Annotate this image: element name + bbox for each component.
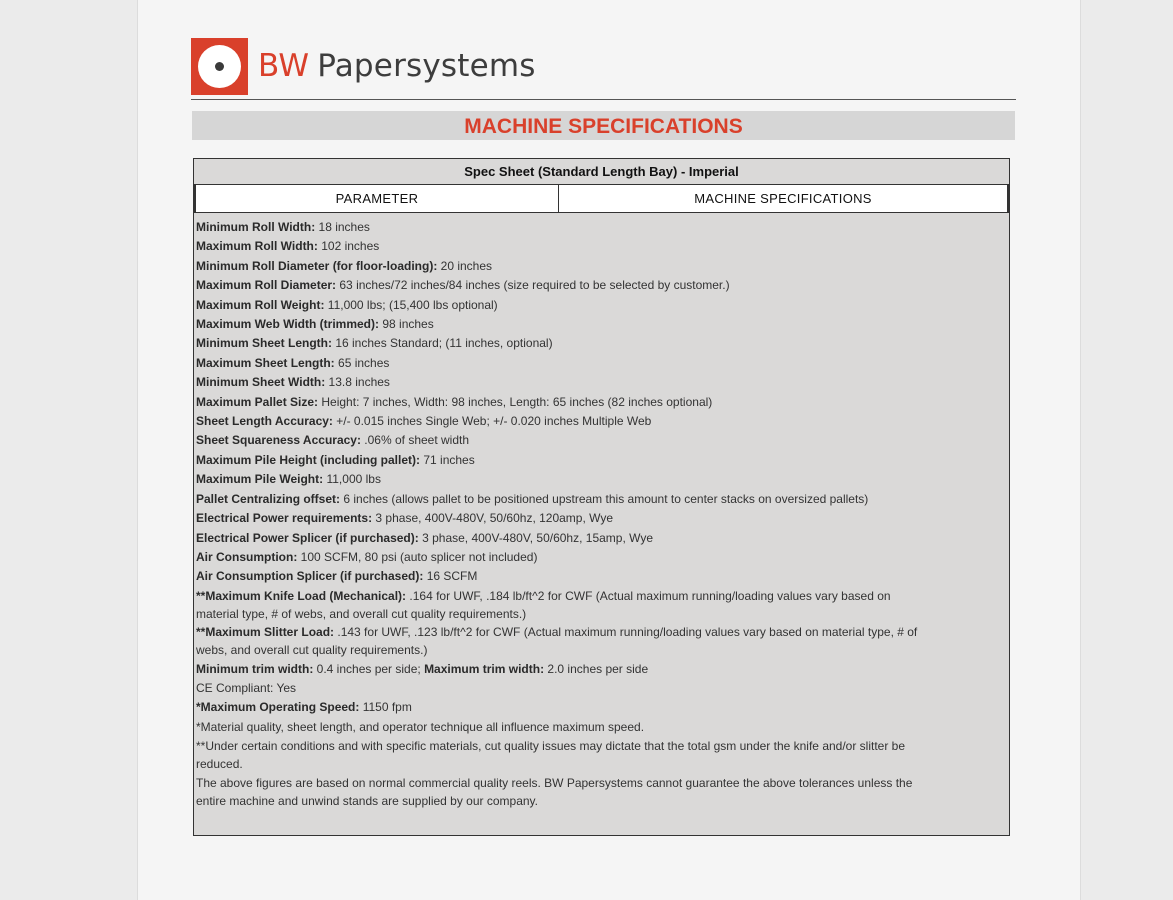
spec-value: 18 inches	[315, 220, 370, 234]
spec-line	[196, 412, 921, 431]
spec-label: Maximum Roll Diameter:	[196, 278, 337, 293]
spec-label: Electrical Power requirements:	[196, 511, 373, 526]
spec-value: 11,000 lbs; (15,400 lbs optional)	[324, 297, 498, 312]
spec-value: 102 inches	[317, 239, 380, 254]
spec-value: 16 SCFM	[423, 569, 478, 584]
spec-value: 100 SCFM, 80 psi (auto splicer not included)	[297, 549, 538, 564]
spec-label: Maximum Pallet Size:	[196, 394, 319, 409]
spec-value: 3 phase, 400V-480V, 50/60hz, 15amp, Wye	[418, 530, 654, 545]
spec-value: .143 for UWF, .123 lb/ft^2 for CWF (Actual maximum running/loading values vary based on material type, # of webs, and overall cut quality requirements.)	[196, 625, 918, 658]
spec-value: 1150 fpm	[359, 700, 412, 715]
logo-brand-short: BW	[258, 48, 310, 84]
spec-label: Minimum Roll Diameter (for floor-loading):	[196, 258, 438, 273]
spec-value: 11,000 lbs	[323, 472, 381, 487]
spec-label: **Maximum Slitter Load:	[196, 625, 335, 640]
spec-value: 20 inches	[437, 258, 493, 273]
spec-line	[196, 567, 921, 586]
spec-label: Air Consumption Splicer (if purchased):	[196, 569, 424, 584]
spec-value: .06% of sheet width	[360, 433, 470, 448]
spec-label: Maximum Sheet Length:	[196, 355, 335, 370]
spec-value: **Under certain conditions and with specific materials, cut quality issues may dictate that the total gsm under the knife and/or slitter be reduced.	[196, 739, 906, 772]
header-divider	[191, 99, 1016, 100]
spec-line	[196, 237, 921, 256]
page-title: MACHINE SPECIFICATIONS	[192, 111, 1015, 140]
spec-label: Minimum Sheet Width:	[196, 375, 326, 390]
spec-value: *Material quality, sheet length, and operator technique all influence maximum speed.	[196, 719, 645, 734]
spec-value: 98 inches	[379, 317, 434, 332]
document-page	[137, 0, 1081, 900]
spec-line	[196, 548, 921, 567]
spec-line	[196, 529, 921, 548]
spec-line	[196, 431, 921, 450]
spec-table	[193, 158, 1010, 836]
spec-line	[196, 698, 921, 717]
spec-label: Pallet Centralizing offset:	[196, 491, 341, 506]
logo-mark-icon	[191, 38, 248, 95]
spec-label: Sheet Squareness Accuracy:	[196, 433, 361, 448]
spec-label: Electrical Power Splicer (if purchased):	[196, 530, 419, 545]
spec-line	[196, 354, 921, 373]
spec-label: Air Consumption:	[196, 549, 298, 564]
spec-value: 3 phase, 400V-480V, 50/60hz, 120amp, Wye	[372, 511, 614, 526]
spec-value: 6 inches (allows pallet to be positioned upstream this amount to center stacks on oversized pallets)	[340, 491, 869, 506]
spec-label: Maximum Web Width (trimmed):	[196, 317, 380, 332]
spec-label: *Maximum Operating Speed:	[196, 700, 360, 715]
spec-label: **Maximum Knife Load (Mechanical):	[196, 588, 407, 603]
spec-value: Height: 7 inches, Width: 98 inches, Length: 65 inches (82 inches optional)	[318, 394, 713, 409]
table-title: Spec Sheet (Standard Length Bay) - Imperial	[194, 159, 1009, 185]
spec-line	[196, 718, 921, 737]
logo-brand-name: Papersystems	[317, 48, 536, 84]
spec-label: Maximum trim width:	[424, 661, 545, 676]
spec-label: Minimum trim width:	[196, 661, 314, 676]
spec-label: Minimum Sheet Length:	[196, 336, 332, 351]
column-header-parameter: PARAMETER	[194, 185, 559, 212]
spec-value: 2.0 inches per side	[544, 661, 649, 676]
spec-value: 65 inches	[334, 355, 390, 370]
spec-line	[196, 296, 921, 315]
spec-line	[196, 587, 921, 623]
spec-line	[196, 679, 921, 698]
spec-value: 63 inches/72 inches/84 inches (size required to be selected by customer.)	[336, 278, 730, 293]
table-header-row	[194, 185, 1009, 213]
spec-value: CE Compliant: Yes	[196, 680, 297, 695]
spec-label: Maximum Roll Weight:	[196, 297, 325, 312]
spec-line	[196, 218, 921, 237]
spec-label: Maximum Pile Height (including pallet):	[196, 452, 421, 467]
spec-label: Sheet Length Accuracy:	[196, 414, 333, 429]
spec-label: Minimum Roll Width:	[196, 220, 316, 234]
spec-value: 13.8 inches	[325, 375, 390, 390]
spec-line	[196, 451, 921, 470]
spec-line	[196, 660, 921, 679]
spec-body	[194, 213, 1009, 835]
spec-label: Maximum Roll Width:	[196, 239, 318, 254]
spec-line	[196, 470, 921, 489]
spec-value: The above figures are based on normal commercial quality reels. BW Papersystems cannot guarantee the above tolerances unless the entire machine and unwind stands are supplied by our company.	[196, 775, 913, 808]
spec-line	[196, 257, 921, 276]
spec-line	[196, 737, 921, 773]
spec-value: 71 inches	[420, 452, 475, 467]
spec-line	[196, 393, 921, 412]
logo-wordmark	[258, 48, 536, 84]
spec-line	[196, 373, 921, 392]
spec-value: 16 inches Standard; (11 inches, optional)	[332, 336, 553, 351]
column-header-machine-specifications: MACHINE SPECIFICATIONS	[559, 185, 1009, 212]
spec-line	[196, 334, 921, 353]
spec-value: 0.4 inches per side;	[313, 661, 425, 676]
spec-line	[196, 315, 921, 334]
spec-line	[196, 774, 921, 810]
spec-line	[196, 509, 921, 528]
spec-value: .164 for UWF, .184 lb/ft^2 for CWF (Actual maximum running/loading values vary based on material type, # of webs, and overall cut quality requirements.)	[196, 588, 891, 621]
spec-line	[196, 623, 921, 659]
company-logo	[191, 37, 536, 95]
spec-value: +/- 0.015 inches Single Web; +/- 0.020 inches Multiple Web	[332, 414, 652, 429]
spec-line	[196, 276, 921, 295]
spec-label: Maximum Pile Weight:	[196, 472, 324, 487]
spec-line	[196, 490, 921, 509]
